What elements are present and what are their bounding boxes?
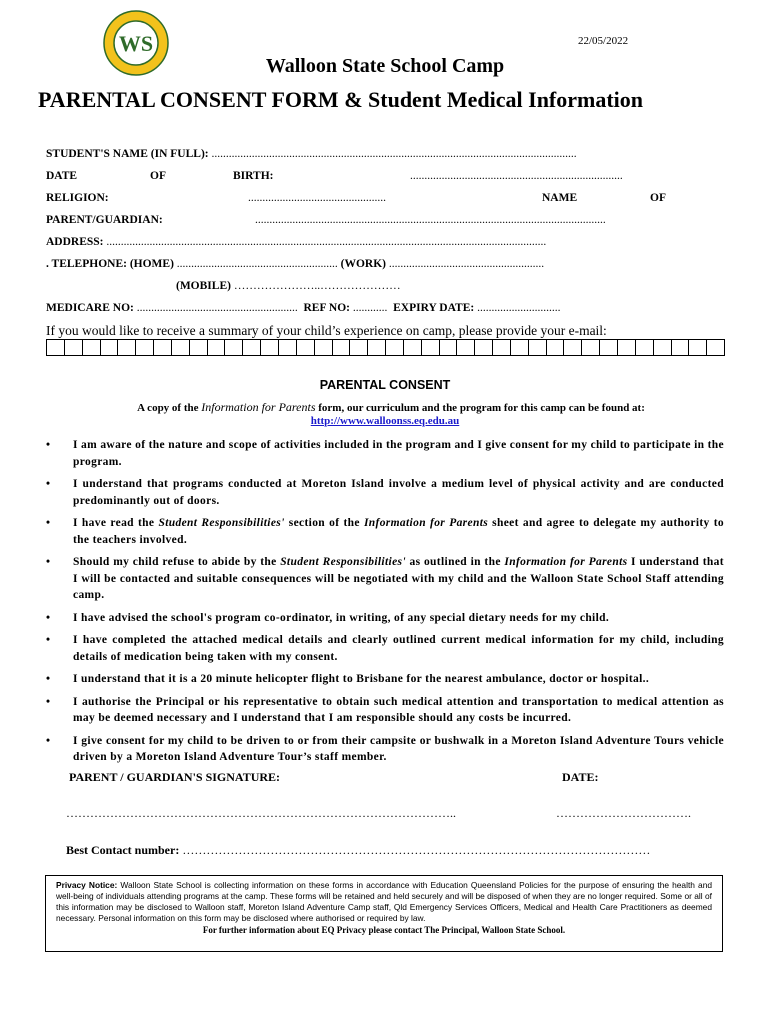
telephone-work-label: (WORK): [340, 258, 387, 270]
list-item: • I have read the Student Responsibilities' section of the Information for Parents sheet and agree to delegate my authority to the teachers involved.: [46, 517, 725, 546]
email-char-box[interactable]: [333, 340, 351, 355]
email-char-box[interactable]: [386, 340, 404, 355]
consent-list: [46, 437, 724, 766]
logo-letters: WS: [118, 31, 154, 56]
mobile-field[interactable]: …………………..…………………: [233, 280, 401, 292]
email-char-box[interactable]: [154, 340, 172, 355]
date-label: DATE:: [562, 770, 599, 784]
privacy-label: Privacy Notice:: [56, 880, 118, 890]
email-char-box[interactable]: [118, 340, 136, 355]
list-item: • I understand that programs conducted at Moreton Island involve a medium level of physical activity and are conducted predominantly out of doors.: [46, 478, 724, 507]
telephone-row: [46, 258, 544, 270]
address-field[interactable]: .........................................................................................................................................................: [106, 236, 547, 248]
consent-title: PARENTAL CONSENT: [319, 378, 451, 392]
dob-date-label: DATE: [46, 170, 78, 182]
email-char-box[interactable]: [564, 340, 582, 355]
email-char-box[interactable]: [368, 340, 386, 355]
email-input-grid[interactable]: [46, 339, 725, 356]
telephone-home-label: . TELEPHONE: (HOME): [46, 258, 174, 270]
email-char-box[interactable]: [422, 340, 440, 355]
email-char-box[interactable]: [136, 340, 154, 355]
dob-of-label: OF: [150, 170, 166, 182]
list-item: • I understand that it is a 20 minute helicopter flight to Brisbane for the nearest ambulance, doctor or hospital..: [46, 673, 650, 685]
student-name-label: STUDENT'S NAME (IN FULL): ...............................................................................................................................: [46, 148, 577, 160]
email-char-box[interactable]: [654, 340, 672, 355]
medicare-field[interactable]: ........................................................: [136, 302, 298, 314]
of-label: OF: [650, 192, 666, 204]
school-website-link[interactable]: http://www.walloonss.eq.edu.au: [310, 415, 460, 427]
parent-guardian-label: PARENT/GUARDIAN:: [46, 214, 163, 226]
mobile-label: (MOBILE): [176, 280, 231, 292]
email-char-box[interactable]: [636, 340, 654, 355]
email-char-box[interactable]: [582, 340, 600, 355]
date-field[interactable]: …………………………….: [556, 806, 691, 820]
name-label: NAME: [542, 192, 578, 204]
form-title: PARENTAL CONSENT FORM & Student Medical Information: [38, 87, 644, 112]
email-char-box[interactable]: [457, 340, 475, 355]
address-label: ADDRESS: .........................................................................................................................................................: [46, 236, 547, 248]
email-char-box[interactable]: [190, 340, 208, 355]
email-char-box[interactable]: [707, 340, 724, 355]
religion-label: RELIGION:: [46, 192, 109, 204]
list-item: • I have completed the attached medical details and clearly outlined current medical information for my child, including details of medication being taken with my consent.: [46, 634, 724, 663]
expiry-label: EXPIRY DATE:: [393, 302, 475, 314]
email-char-box[interactable]: [279, 340, 297, 355]
privacy-notice: [45, 875, 723, 952]
email-char-box[interactable]: [404, 340, 422, 355]
email-char-box[interactable]: [101, 340, 119, 355]
email-char-box[interactable]: [261, 340, 279, 355]
email-char-box[interactable]: [440, 340, 458, 355]
email-char-box[interactable]: [511, 340, 529, 355]
privacy-text: Walloon State School is collecting information on these forms in accordance with Education Queensland Policies for the purpose of ensuring the health and well-being of individuals attending programs at the camp. These forms will be retained and held securely and will be disposed of when they are no longer required. Some or all of this information may be disclosed to Walloon staff, Moreton Island Adventure Camp staff, Qld Emergency Services Officers, Medical and Health Care Practitioners as deemed necessary. Personal information on this form may be disclosed where authorised or required by law.: [56, 880, 713, 923]
list-item: • I give consent for my child to be driven to or from their campsite or bushwalk in a Moreton Island Adventure Tours vehicle driven by a Moreton Island Adventure Tour’s staff member.: [46, 734, 724, 763]
email-char-box[interactable]: [172, 340, 190, 355]
form-date: 22/05/2022: [578, 35, 629, 47]
telephone-work-field[interactable]: ......................................................: [388, 258, 545, 270]
contact-row: [66, 843, 650, 858]
email-char-box[interactable]: [225, 340, 243, 355]
email-char-box[interactable]: [47, 340, 65, 355]
consent-intro: A copy of the Information for Parents form, our curriculum and the program for this camp can be found at:: [137, 400, 645, 414]
religion-field[interactable]: ................................................: [248, 192, 386, 204]
email-char-box[interactable]: [600, 340, 618, 355]
list-item: • I authorise the Principal or his representative to obtain such medical attention and transportation to medical attention as may be deemed necessary and I understand that I am responsible should any costs be incurred.: [46, 695, 724, 724]
parent-guardian-field[interactable]: ..........................................................................................................................: [255, 214, 606, 226]
email-char-box[interactable]: [672, 340, 690, 355]
medicare-row: [46, 302, 560, 314]
contact-field[interactable]: ………………………………………………………………………………………………………: [182, 843, 651, 857]
email-char-box[interactable]: [297, 340, 315, 355]
list-item: • Should my child refuse to abide by the Student Responsibilities' as outlined in the Information for Parents I understand that I will be contacted and suitable consequences will be negotiated with my child and the Walloon State School Staff attending camp.: [46, 556, 724, 601]
telephone-home-field[interactable]: ........................................................: [176, 258, 338, 270]
contact-label: Best Contact number:: [66, 843, 180, 857]
dob-birth-label: BIRTH:: [233, 170, 274, 182]
ref-label: REF NO:: [303, 302, 351, 314]
ref-field[interactable]: ............: [352, 302, 388, 314]
email-char-box[interactable]: [529, 340, 547, 355]
email-char-box[interactable]: [547, 340, 565, 355]
email-char-box[interactable]: [689, 340, 707, 355]
list-item: • I am aware of the nature and scope of activities included in the program and I give consent for my child to participate in the program.: [46, 439, 724, 468]
student-name-field[interactable]: ...............................................................................................................................: [211, 148, 577, 160]
email-prompt: If you would like to receive a summary of your child’s experience on camp, please provide your e-mail:: [46, 323, 607, 338]
dob-field[interactable]: ..........................................................................: [410, 170, 623, 182]
mobile-row: [176, 280, 401, 292]
email-char-box[interactable]: [475, 340, 493, 355]
email-char-box[interactable]: [493, 340, 511, 355]
signature-label: PARENT / GUARDIAN'S SIGNATURE:: [69, 770, 281, 784]
signature-field[interactable]: ……………………………………………………………………………………..: [66, 806, 456, 820]
page-title: Walloon State School Camp: [265, 55, 505, 77]
email-char-box[interactable]: [208, 340, 226, 355]
email-char-box[interactable]: [83, 340, 101, 355]
email-char-box[interactable]: [350, 340, 368, 355]
email-char-box[interactable]: [618, 340, 636, 355]
email-char-box[interactable]: [65, 340, 83, 355]
email-char-box[interactable]: [243, 340, 261, 355]
privacy-further-info: For further information about EQ Privacy please contact The Principal, Walloon State School.: [202, 925, 566, 935]
medicare-label: MEDICARE NO:: [46, 302, 134, 314]
list-item: • I have advised the school's program co-ordinator, in writing, of any special dietary needs for my child.: [46, 611, 610, 624]
expiry-field[interactable]: .............................: [477, 302, 561, 314]
email-char-box[interactable]: [315, 340, 333, 355]
